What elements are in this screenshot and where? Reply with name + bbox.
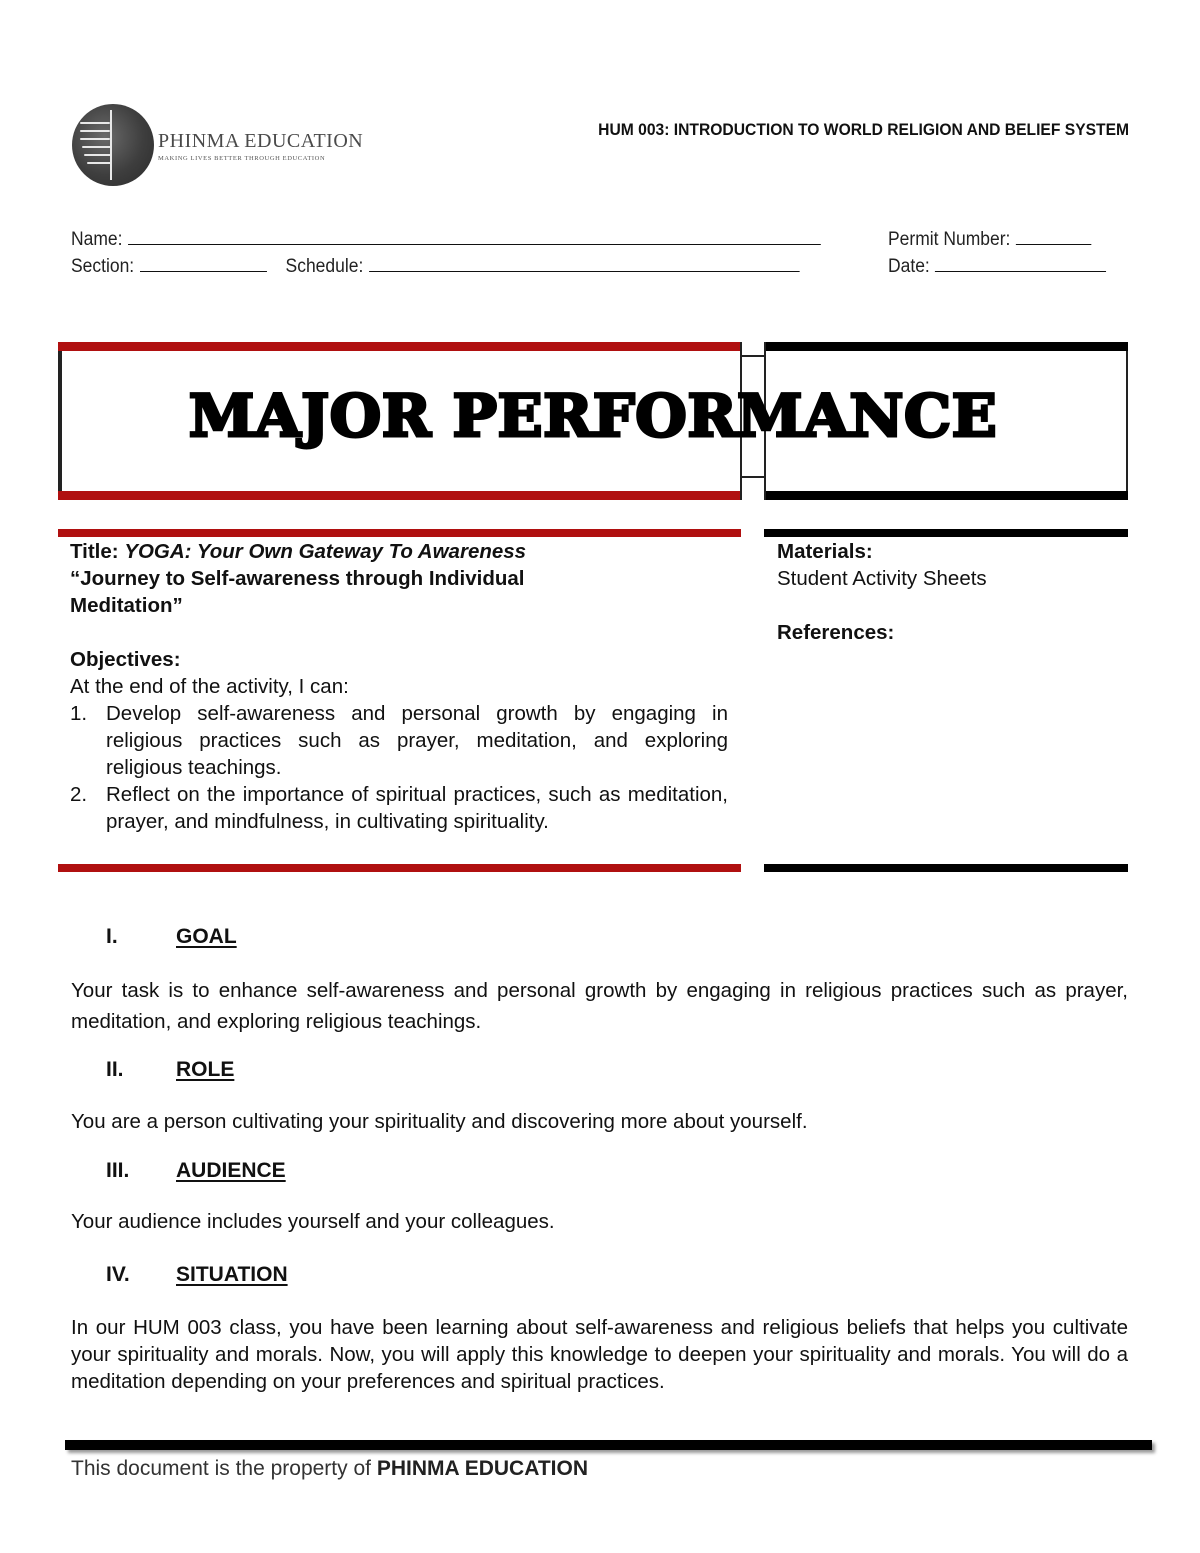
section-body-situation: In our HUM 003 class, you have been learning about self-awareness and religious beliefs that helps you cultivate your spirituality and morals. Now, you will apply this knowledge to deepen your spirituality and morals. You will do a meditation depending on your preferences and spiritual practices. (71, 1316, 1128, 1393)
activity-details (70, 538, 728, 835)
date-blank[interactable] (935, 255, 1106, 272)
section-heading-situation: IV. SITUATION (106, 1263, 288, 1286)
logo-emblem-icon (72, 104, 154, 186)
objective-text: Develop self-awareness and personal growth by engaging in religious practices such as prayer, meditation, and exploring religious teachings. (106, 702, 728, 779)
permit-blank[interactable] (1016, 228, 1091, 245)
left-bottom-rule (58, 864, 741, 872)
section-heading-goal: I. GOAL (106, 925, 237, 948)
right-top-rule (764, 529, 1128, 537)
course-title: HUM 003: INTRODUCTION TO WORLD RELIGION AND BELIEF SYSTEM (598, 120, 1129, 139)
objectives-label: Objectives: (70, 648, 181, 671)
schedule-label: Schedule: (285, 256, 364, 277)
section-label: Section: (71, 256, 135, 277)
footer-text (71, 1457, 588, 1481)
materials-label: Materials: (777, 540, 873, 563)
section-blank[interactable] (140, 255, 267, 272)
materials-panel (777, 538, 1127, 646)
right-bottom-rule (764, 864, 1128, 872)
name-field[interactable] (71, 228, 821, 251)
date-label: Date: (888, 256, 930, 277)
footer-prefix: This document is the property of (71, 1457, 371, 1480)
references-label: References: (777, 621, 895, 644)
section-heading-audience: III. AUDIENCE (106, 1159, 286, 1182)
permit-label: Permit Number: (888, 229, 1011, 250)
activity-title (70, 538, 728, 565)
objective-item: 2. Reflect on the importance of spiritual practices, such as meditation, prayer, and mindfulness, in cultivating spirituality. (70, 783, 728, 833)
title-label: Title: (70, 540, 119, 563)
name-label: Name: (71, 229, 123, 250)
objective-item: 1. Develop self-awareness and personal growth by engaging in religious practices such as prayer, meditation, and exploring religious teachings. (70, 702, 728, 779)
section-body-audience: Your audience includes yourself and your colleagues. (71, 1210, 555, 1233)
footer-rule (65, 1440, 1152, 1450)
section-body-goal: Your task is to enhance self-awareness and personal growth by engaging in religious practices such as prayer, meditation, and exploring religious teachings. (71, 979, 1128, 1033)
name-blank[interactable] (128, 228, 821, 245)
banner-title: MAJOR PERFORMANCE (188, 382, 998, 450)
phinma-logo (72, 104, 364, 188)
footer-owner: PHINMA EDUCATION (376, 1457, 588, 1480)
logo-name: PHINMA EDUCATION (158, 130, 364, 152)
date-field[interactable] (888, 255, 1106, 278)
objectives-intro: At the end of the activity, I can: (70, 675, 349, 698)
activity-subtitle: “Journey to Self-awareness through Individual Meditation” (70, 567, 525, 617)
section-body-role: You are a person cultivating your spirituality and discovering more about yourself. (71, 1110, 808, 1133)
major-performance-banner (58, 342, 1128, 500)
logo-tagline: MAKING LIVES BETTER THROUGH EDUCATION (158, 155, 326, 162)
section-heading-role: II. ROLE (106, 1058, 235, 1081)
objectives-list (70, 700, 728, 835)
materials-value: Student Activity Sheets (777, 567, 987, 590)
schedule-blank[interactable] (369, 255, 800, 272)
section-field[interactable] (71, 255, 799, 278)
permit-field[interactable] (888, 228, 1091, 251)
objective-text: Reflect on the importance of spiritual practices, such as meditation, prayer, and mindfulness, in cultivating spirituality. (106, 783, 728, 833)
title-value: YOGA: Your Own Gateway To Awareness (124, 540, 527, 563)
left-top-rule (58, 529, 741, 537)
